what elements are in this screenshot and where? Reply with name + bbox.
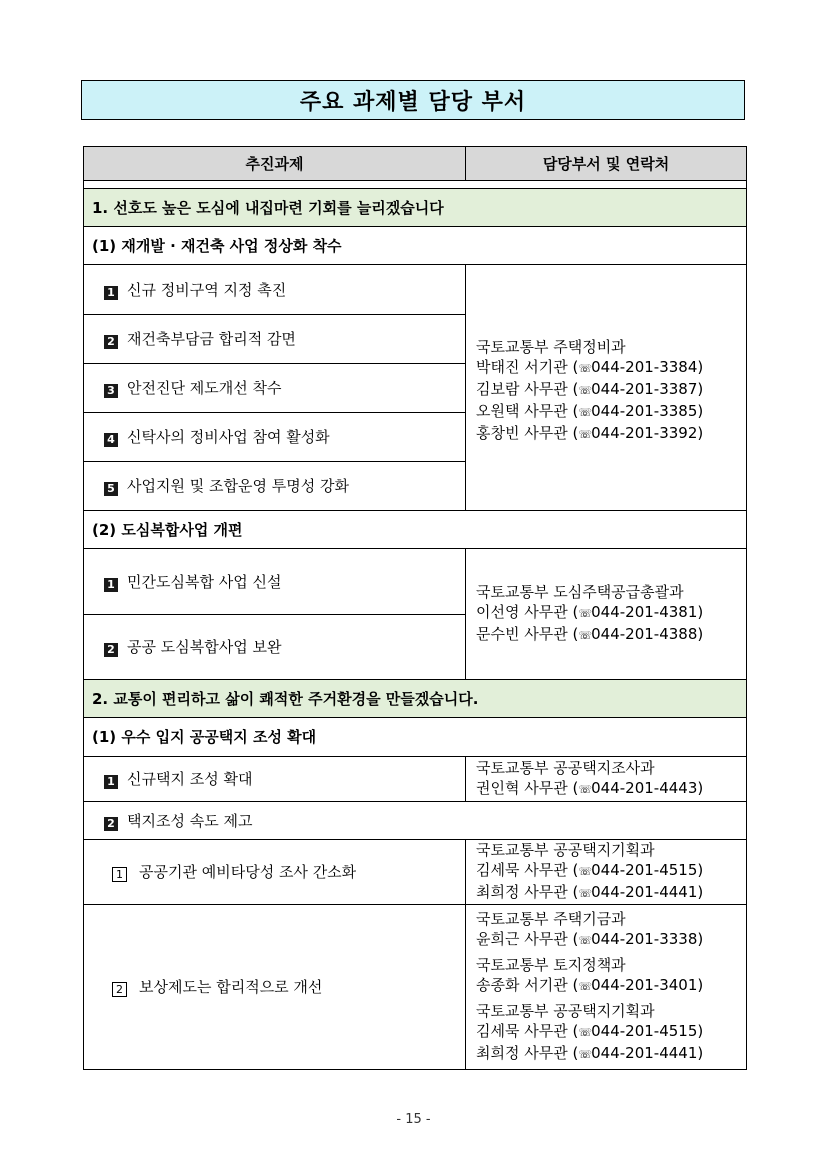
number-badge: 1 — [104, 775, 118, 789]
task-label: 신규택지 조성 확대 — [127, 770, 253, 788]
number-badge: 2 — [104, 335, 118, 349]
number-badge: 2 — [104, 817, 118, 831]
department-name: 국토교통부 공공택지기획과 — [476, 841, 655, 859]
contact-name: 윤희근 사무관 ( — [476, 930, 579, 948]
contact-phone: 044-201-3392) — [591, 423, 704, 442]
page-title: 주요 과제별 담당 부서 — [81, 80, 745, 120]
phone-icon: ☏ — [578, 1026, 592, 1039]
contact-name: 권인혁 사무관 ( — [476, 779, 579, 797]
number-badge: 5 — [104, 482, 118, 496]
task-row — [84, 364, 466, 413]
contact-line — [476, 401, 746, 423]
contact-phone: 044-201-3387) — [591, 379, 704, 398]
department-cell — [466, 905, 747, 1070]
department-name: 국토교통부 공공택지기획과 — [476, 1002, 655, 1020]
phone-icon: ☏ — [578, 629, 592, 642]
contact-name: 김보람 사무관 ( — [476, 379, 579, 398]
task-row — [84, 549, 466, 615]
contact-line — [476, 929, 746, 951]
contact-line — [476, 379, 746, 401]
phone-icon: ☏ — [578, 887, 592, 900]
contact-phone: 044-201-4381) — [591, 603, 704, 621]
phone-icon: ☏ — [578, 607, 592, 620]
contact-name: 김세묵 사무관 ( — [476, 1022, 579, 1040]
phone-icon: ☏ — [578, 980, 592, 993]
department-name: 국토교통부 도심주택공급총괄과 — [476, 583, 684, 601]
task-row — [84, 802, 747, 840]
subsection-2-1-title: (1) 우수 입지 공공택지 조성 확대 — [84, 718, 747, 757]
contact-phone: 044-201-3338) — [591, 930, 704, 948]
phone-icon: ☏ — [578, 1048, 592, 1061]
department-name: 국토교통부 공공택지조사과 — [476, 759, 655, 777]
outline-number-badge: 2 — [112, 982, 127, 997]
department-cell — [466, 265, 747, 511]
department-name: 국토교통부 주택기금과 — [476, 910, 626, 928]
phone-icon: ☏ — [578, 383, 592, 397]
contact-phone: 044-201-3401) — [591, 976, 704, 994]
section-2-title: 2. 교통이 편리하고 삶이 쾌적한 주거환경을 만들겠습니다. — [84, 680, 747, 718]
contact-name: 송종화 서기관 ( — [476, 976, 579, 994]
contact-name: 문수빈 사무관 ( — [476, 625, 579, 643]
contact-name: 박태진 서기관 ( — [476, 357, 579, 376]
contact-line — [476, 778, 746, 800]
contact-name: 홍창빈 사무관 ( — [476, 423, 579, 442]
contact-line — [476, 357, 746, 379]
contact-line — [476, 882, 746, 904]
contact-line — [476, 1043, 746, 1065]
task-row — [84, 315, 466, 364]
number-badge: 1 — [104, 286, 118, 300]
task-row — [84, 462, 466, 511]
task-row — [84, 615, 466, 680]
department-cell — [466, 757, 747, 802]
contact-line — [476, 624, 746, 646]
contact-phone: 044-201-4443) — [591, 779, 704, 797]
department-group — [476, 909, 746, 951]
number-badge: 2 — [104, 643, 118, 657]
number-badge: 1 — [104, 578, 118, 592]
contact-phone: 044-201-4515) — [591, 1022, 704, 1040]
contact-phone: 044-201-4515) — [591, 861, 704, 879]
contact-line — [476, 975, 746, 997]
contact-phone: 044-201-4388) — [591, 625, 704, 643]
department-cell — [466, 840, 747, 905]
task-row — [84, 265, 466, 315]
number-badge: 4 — [104, 433, 118, 447]
task-label: 공공 도심복합사업 보완 — [127, 638, 282, 656]
phone-icon: ☏ — [578, 405, 592, 419]
task-label: 민간도심복합 사업 신설 — [127, 572, 282, 591]
contact-line — [476, 423, 746, 445]
contact-line — [476, 860, 746, 882]
phone-icon: ☏ — [578, 783, 592, 796]
contact-line — [476, 1021, 746, 1043]
department-group — [476, 955, 746, 997]
task-row — [84, 413, 466, 462]
page-number: - 15 - — [396, 1112, 431, 1127]
task-label: 신규 정비구역 지정 촉진 — [127, 280, 287, 299]
subtask-row — [84, 905, 466, 1070]
contact-phone: 044-201-4441) — [591, 1044, 704, 1062]
task-label: 택지조성 속도 제고 — [127, 811, 253, 830]
subtask-label: 공공기관 예비타당성 조사 간소화 — [139, 863, 357, 881]
task-label: 안전진단 제도개선 착수 — [127, 379, 282, 397]
phone-icon: ☏ — [578, 865, 592, 878]
department-name: 국토교통부 주택정비과 — [476, 337, 626, 356]
contact-name: 오원택 사무관 ( — [476, 401, 579, 420]
contact-name: 최희정 사무관 ( — [476, 1044, 579, 1062]
department-cell — [466, 549, 747, 680]
subtask-row — [84, 840, 466, 905]
subsection-1-2-title: (2) 도심복합사업 개편 — [84, 511, 747, 549]
contact-line — [476, 602, 746, 624]
contact-phone: 044-201-3384) — [591, 357, 704, 376]
contact-name: 이선영 사무관 ( — [476, 603, 579, 621]
contact-phone: 044-201-4441) — [591, 883, 704, 901]
contact-name: 김세묵 사무관 ( — [476, 861, 579, 879]
department-group — [476, 1001, 746, 1065]
task-row — [84, 757, 466, 802]
phone-icon: ☏ — [578, 427, 592, 441]
task-label: 사업지원 및 조합운영 투명성 강화 — [127, 477, 349, 495]
task-department-table — [83, 146, 747, 1070]
spacer-row — [84, 181, 747, 189]
phone-icon: ☏ — [578, 934, 592, 947]
number-badge: 3 — [104, 384, 118, 398]
subsection-1-1-title: (1) 재개발 · 재건축 사업 정상화 착수 — [84, 227, 747, 265]
task-label: 재건축부담금 합리적 감면 — [127, 330, 296, 348]
header-task: 추진과제 — [84, 147, 466, 181]
contact-name: 최희정 사무관 ( — [476, 883, 579, 901]
department-name: 국토교통부 토지정책과 — [476, 956, 626, 974]
outline-number-badge: 1 — [112, 867, 127, 882]
task-label: 신탁사의 정비사업 참여 활성화 — [127, 428, 330, 446]
contact-phone: 044-201-3385) — [591, 401, 704, 420]
subtask-label: 보상제도는 합리적으로 개선 — [139, 978, 323, 996]
phone-icon: ☏ — [578, 361, 592, 375]
header-department: 담당부서 및 연락처 — [466, 147, 747, 181]
section-1-title: 1. 선호도 높은 도심에 내집마련 기회를 늘리겠습니다 — [84, 189, 747, 227]
